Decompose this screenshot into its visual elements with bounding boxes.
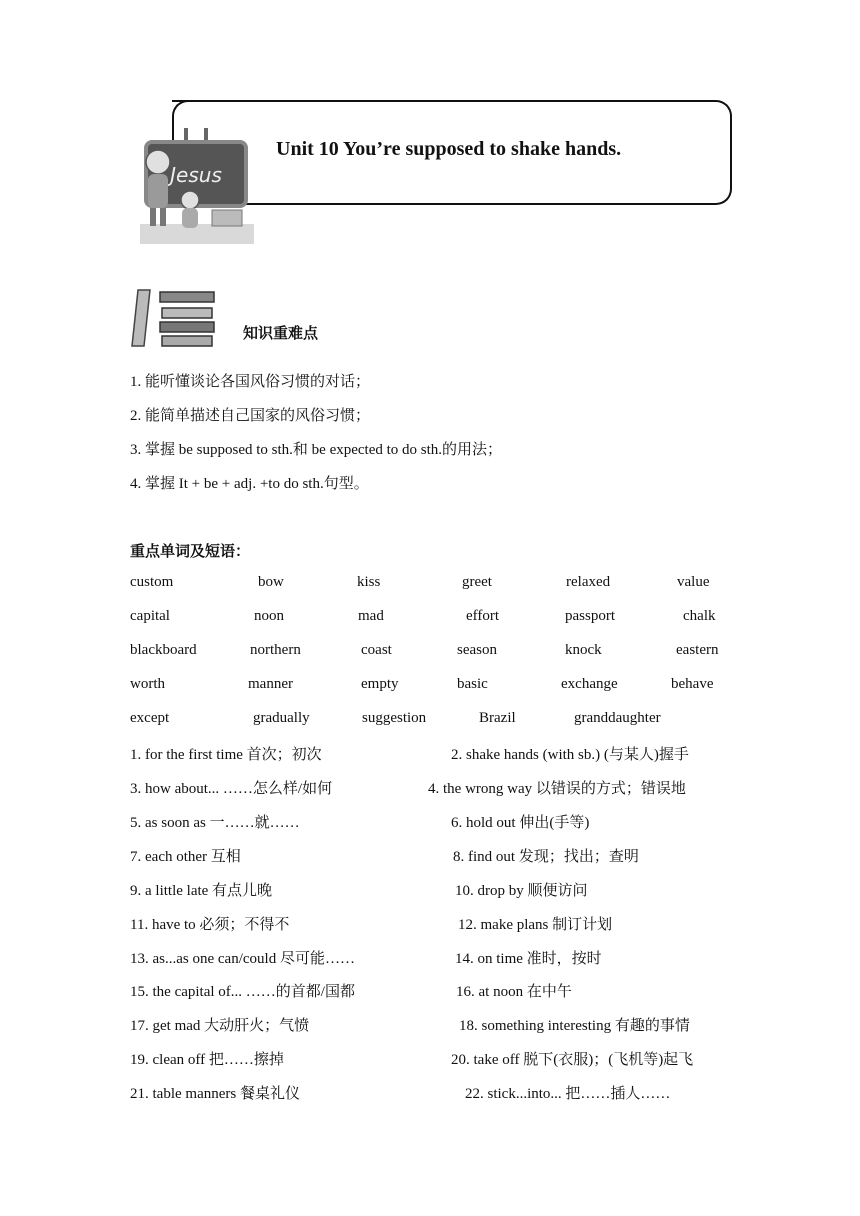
vocab-word: granddaughter (574, 710, 661, 726)
goal-item: 1. 能听懂谈论各国风俗习惯的对话； (130, 374, 371, 390)
vocab-word: custom (130, 574, 174, 590)
vocab-word: relaxed (566, 574, 611, 590)
page-title: Unit 10 You’re supposed to shake hands. (276, 138, 622, 160)
vocab-word: exchange (561, 676, 618, 692)
vocab-word: kiss (357, 574, 381, 590)
phrase-item: 14. on time 准时，按时 (455, 951, 602, 967)
vocab-word: chalk (683, 608, 716, 624)
vocab-word: coast (361, 642, 392, 658)
vocab-word: except (130, 710, 170, 726)
phrase-item: 12. make plans 制订计划 (458, 917, 613, 933)
phrase-item: 16. at noon 在中午 (456, 984, 572, 1000)
phrase-item: 5. as soon as 一……就…… (130, 815, 300, 831)
vocab-word: eastern (676, 642, 719, 658)
vocab-word: passport (565, 608, 615, 624)
vocab-word: northern (250, 642, 301, 658)
blackboard-text: Jesus (170, 163, 222, 187)
phrase-item: 22. stick...into... 把……插人…… (465, 1086, 671, 1102)
vocab-word: effort (466, 608, 500, 624)
vocab-word: manner (248, 676, 293, 692)
phrase-item: 19. clean off 把……擦掉 (130, 1052, 284, 1068)
phrase-item: 3. how about... ……怎么样/如何 (130, 781, 333, 797)
vocab-word: worth (130, 676, 165, 692)
phrase-item: 20. take off 脱下(衣服)；(飞机等)起飞 (451, 1052, 694, 1068)
phrase-item: 10. drop by 顺便访问 (455, 883, 588, 899)
vocab-word: behave (671, 676, 714, 692)
vocab-word: gradually (253, 710, 310, 726)
vocab-word: suggestion (362, 710, 427, 726)
phrase-item: 7. each other 互相 (130, 849, 241, 865)
phrase-item: 6. hold out 伸出(手等) (451, 815, 590, 831)
phrase-item: 17. get mad 大动肝火；气愤 (130, 1018, 310, 1034)
vocab-word: basic (457, 676, 488, 692)
goal-item: 2. 能简单描述自己国家的风俗习惯； (130, 408, 371, 424)
phrase-item: 8. find out 发现；找出；查明 (453, 849, 639, 865)
books-icon (130, 288, 220, 348)
phrase-item: 9. a little late 有点儿晚 (130, 883, 273, 899)
cartoon-kids-blackboard-icon (136, 124, 258, 246)
vocab-word: greet (462, 574, 492, 590)
vocab-word: noon (254, 608, 284, 624)
vocab-word: blackboard (130, 642, 197, 658)
vocab-word: bow (258, 574, 284, 590)
phrase-item: 21. table manners 餐桌礼仪 (130, 1086, 300, 1102)
section-title-vocabulary: 重点单词及短语： (130, 542, 251, 560)
vocab-word: knock (565, 642, 602, 658)
phrase-item: 11. have to 必须；不得不 (130, 917, 290, 933)
vocab-word: capital (130, 608, 170, 624)
vocab-word: value (677, 574, 710, 590)
phrase-item: 15. the capital of... ……的首都/国都 (130, 984, 355, 1000)
phrase-item: 18. something interesting 有趣的事情 (459, 1018, 690, 1034)
phrase-item: 1. for the first time 首次；初次 (130, 747, 322, 763)
section-title-key-points: 知识重难点 (243, 324, 319, 342)
vocab-word: Brazil (479, 710, 516, 726)
vocab-word: empty (361, 676, 399, 692)
vocab-word: mad (358, 608, 384, 624)
phrase-item: 2. shake hands (with sb.) (与某人)握手 (451, 747, 689, 763)
goal-item: 4. 掌握 It + be + adj. +to do sth.句型。 (130, 476, 369, 492)
goal-item: 3. 掌握 be supposed to sth.和 be expected to do sth.的用法； (130, 442, 503, 458)
vocab-word: season (457, 642, 497, 658)
phrase-item: 4. the wrong way 以错误的方式；错误地 (428, 781, 686, 797)
phrase-item: 13. as...as one can/could 尽可能…… (130, 951, 355, 967)
